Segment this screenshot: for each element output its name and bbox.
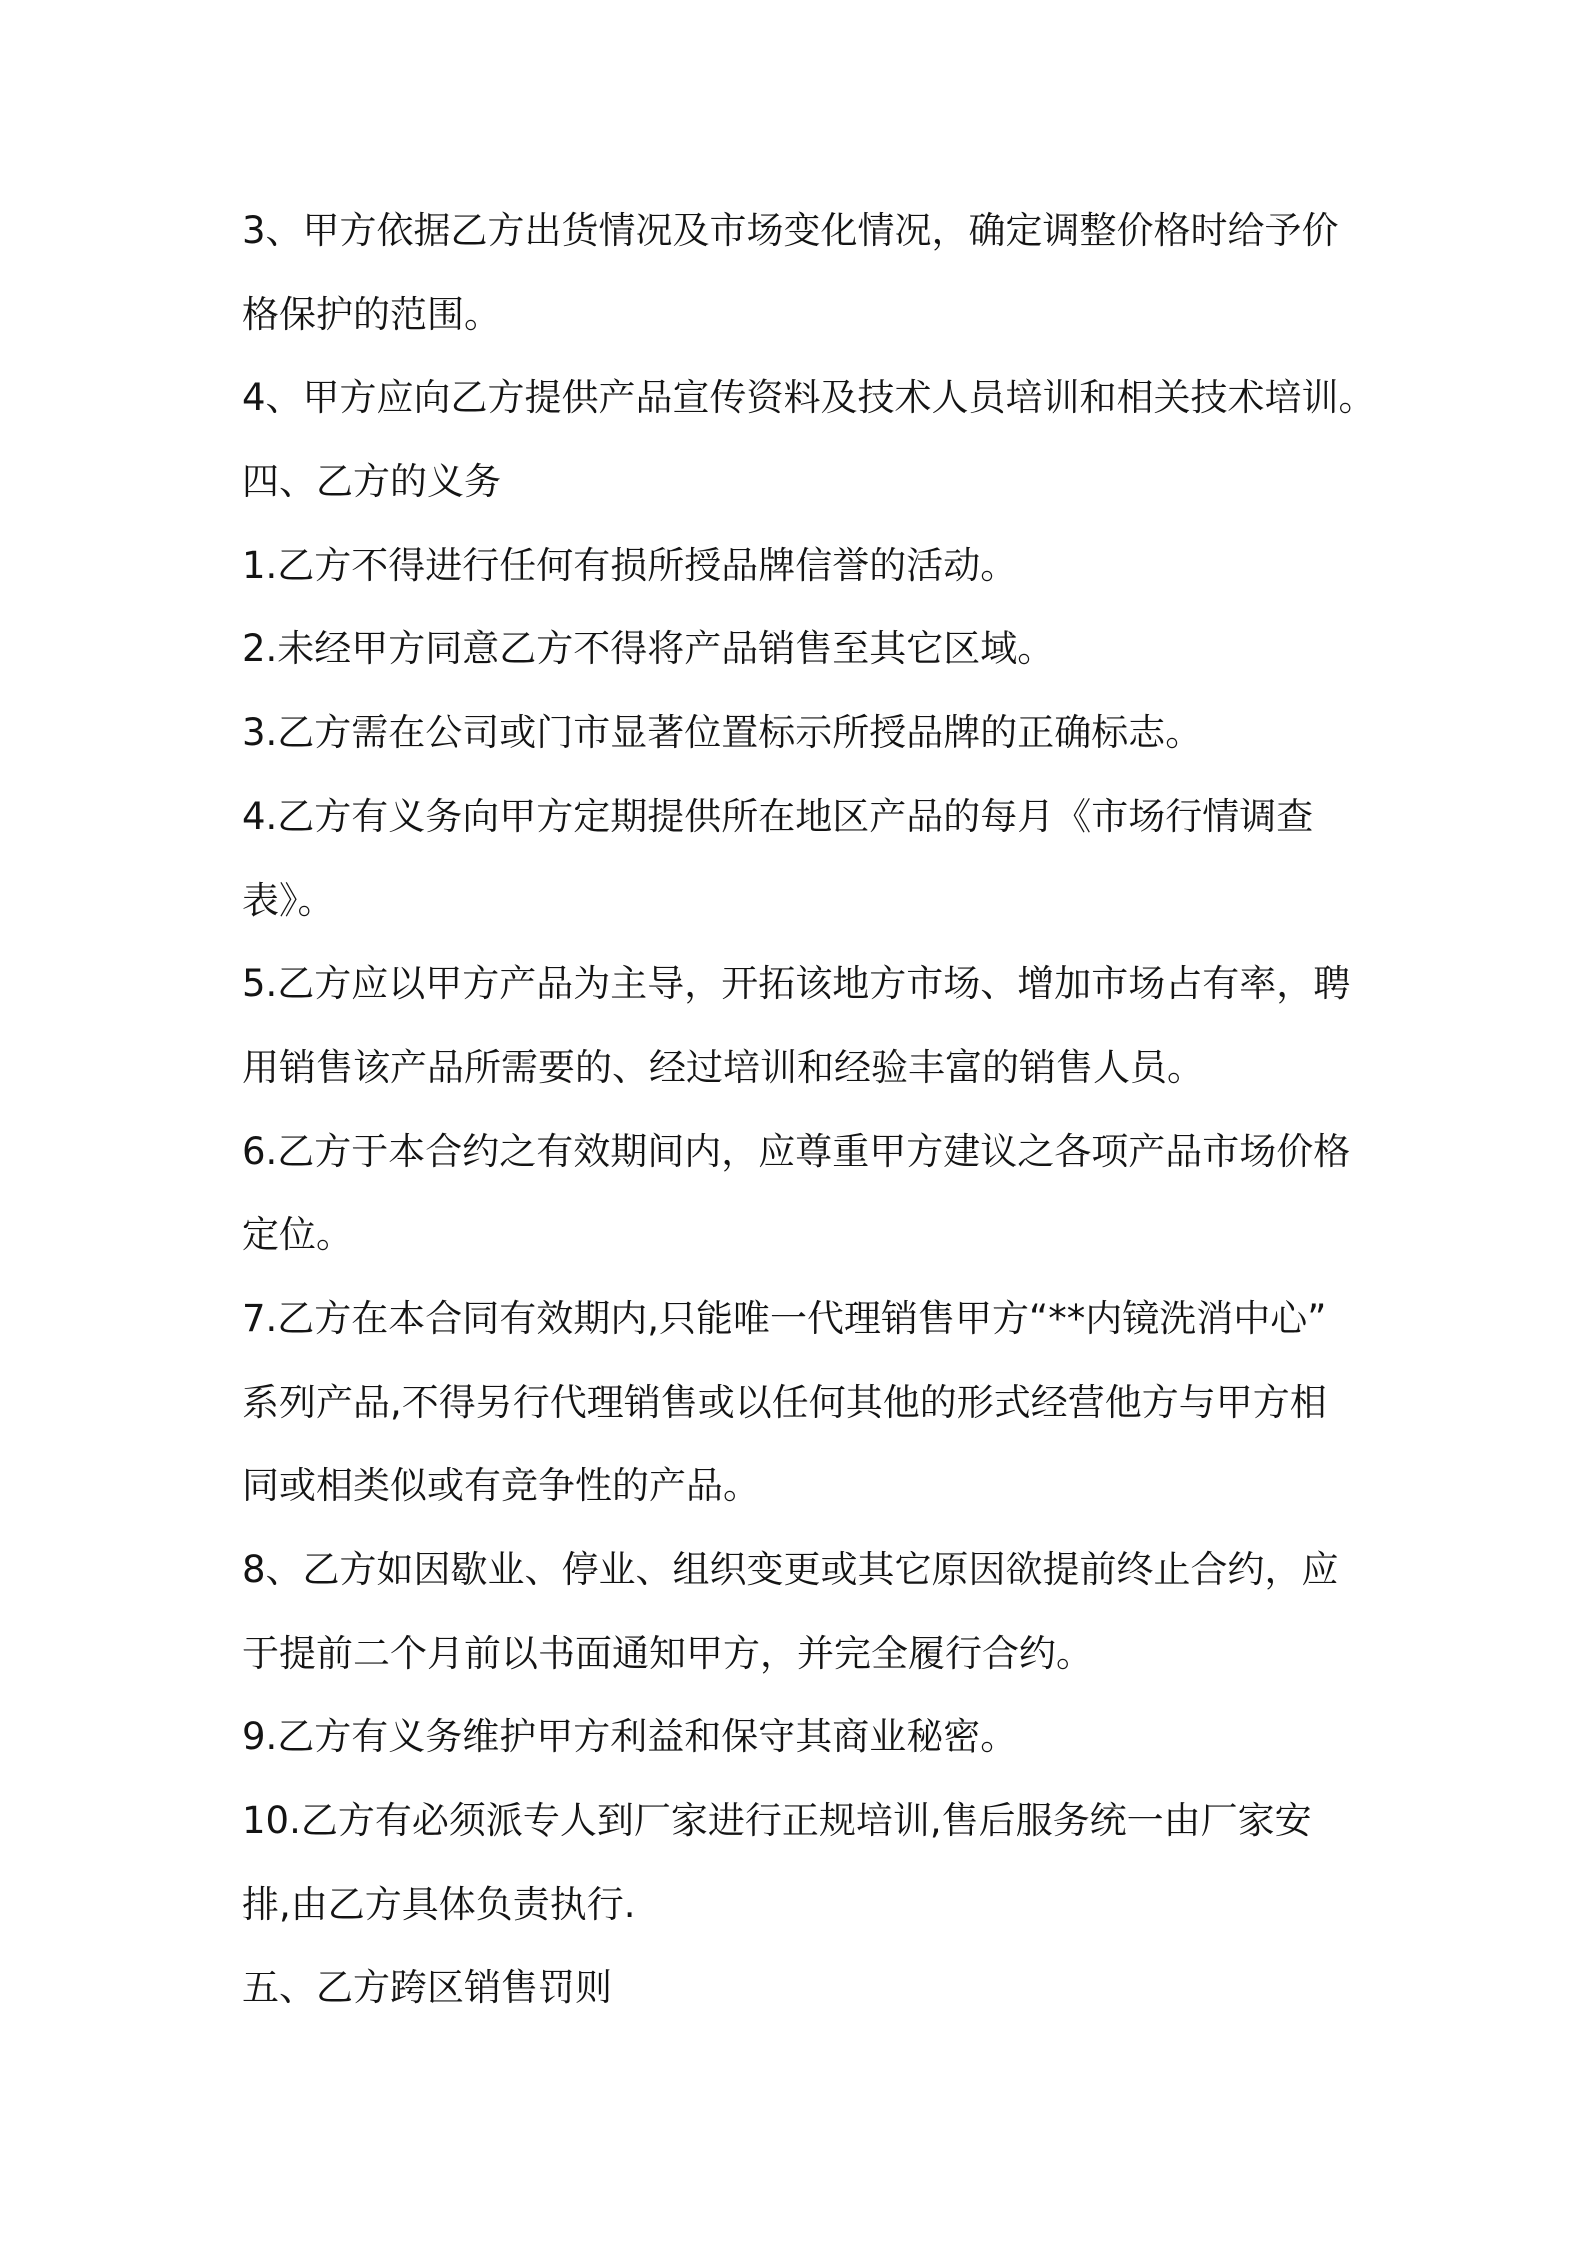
text-line: 同或相类似或有竞争性的产品。 [242,1464,760,1508]
section-heading [242,440,1442,524]
text-line: 5.乙方应以甲方产品为主导，开拓该地方市场、增加市场占有率，聘 [242,962,1351,1006]
text-line: 7.乙方在本合同有效期内,只能唯一代理销售甲方“**内镜洗消中心” [242,1296,1327,1340]
text-line: 9.乙方有义务维护甲方利益和保守其商业秘密。 [242,1715,1018,1759]
text-line: 3.乙方需在公司或门市显著位置标示所授品牌的正确标志。 [242,711,1203,755]
text-line: 1.乙方不得进行任何有损所授品牌信誉的活动。 [242,543,1018,587]
clause-paragraph [242,1695,1442,1779]
text-line: 用销售该产品所需要的、经过培训和经验丰富的销售人员。 [242,1045,1204,1089]
section-heading-text: 五、乙方跨区销售罚则 [242,1966,612,2010]
text-line: 4.乙方有义务向甲方定期提供所在地区产品的每月《市场行情调查 [242,794,1314,838]
clause-paragraph [242,1779,1442,1946]
text-line: 2.未经甲方同意乙方不得将产品销售至其它区域。 [242,627,1055,671]
text-line: 排,由乙方具体负责执行. [242,1882,636,1926]
clause-paragraph [242,775,1442,942]
clause-paragraph [242,189,1442,356]
text-line: 表》。 [242,878,335,922]
text-line: 于提前二个月前以书面通知甲方，并完全履行合约。 [242,1631,1093,1675]
clause-paragraph [242,607,1442,691]
document-body [242,189,1442,2030]
clause-paragraph [242,356,1442,440]
text-line: 格保护的范围。 [242,292,501,336]
clause-paragraph [242,1110,1442,1277]
text-line: 3、甲方依据乙方出货情况及市场变化情况，确定调整价格时给予价 [242,209,1339,252]
text-line: 4、甲方应向乙方提供产品宣传资料及技术人员培训和相关技术培训。 [242,376,1376,420]
text-line: 系列产品,不得另行代理销售或以任何其他的形式经营他方与甲方相 [242,1380,1327,1424]
text-line: 定位。 [242,1213,353,1257]
section-heading [242,1946,1442,2030]
clause-paragraph [242,942,1442,1109]
text-line: 6.乙方于本合约之有效期间内，应尊重甲方建议之各项产品市场价格 [242,1129,1351,1173]
clause-paragraph [242,1277,1442,1528]
text-line: 8、乙方如因歇业、停业、组织变更或其它原因欲提前终止合约，应 [242,1548,1339,1591]
clause-paragraph [242,524,1442,608]
section-heading-text: 四、乙方的义务 [242,460,501,504]
clause-paragraph [242,691,1442,775]
clause-paragraph [242,1528,1442,1695]
text-line: 10.乙方有必须派专人到厂家进行正规培训,售后服务统一由厂家安 [242,1799,1312,1843]
